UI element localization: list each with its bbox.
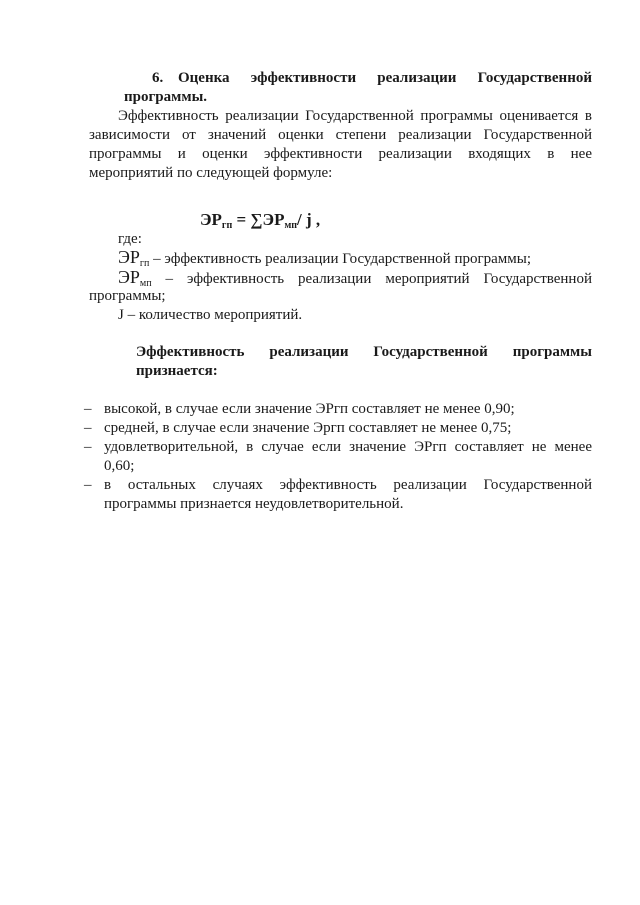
intro-line-3: программы и оценки эффективности реализации входящих в нее	[89, 146, 592, 162]
def1-text: – эффективность реализации Государственной программы;	[149, 251, 532, 267]
bullet-satisfactory-line-1: удовлетворительной, в случае если значение ЭРгп составляет не менее	[104, 439, 592, 455]
def3-symbol: J	[118, 307, 124, 323]
formula-lhs: ЭР	[200, 210, 222, 229]
bullet-dash: –	[84, 420, 92, 436]
section-heading	[124, 69, 592, 88]
formula-rhs: / j ,	[297, 210, 321, 229]
intro-line-4: мероприятий по следующей формуле:	[89, 165, 333, 181]
definition-er-gp	[118, 248, 592, 269]
bullet-dash: –	[84, 439, 92, 455]
def2-subscript: мп	[139, 278, 152, 289]
formula-mid-sub: мп	[284, 220, 298, 231]
def2-continuation: программы;	[89, 288, 166, 304]
def1-symbol: ЭР	[118, 247, 140, 267]
bullet-dash: –	[84, 401, 92, 417]
section-number: 6.	[152, 70, 164, 86]
bullet-other-line-2: программы признается неудовлетворительной.	[104, 496, 404, 512]
formula	[200, 210, 460, 229]
assessment-line-1: Эффективность реализации Государственной программы	[136, 344, 592, 360]
def1-subscript: гп	[139, 258, 150, 269]
def2-text: – эффективность реализации мероприятий Государственной	[151, 271, 592, 287]
assessment-line-2: признается:	[136, 363, 218, 379]
def2-symbol: ЭР	[118, 267, 140, 287]
bullet-other-line-1: в остальных случаях эффективность реализации Государственной	[104, 477, 592, 493]
where-label: где:	[118, 231, 142, 247]
intro-line-2: зависимости от значений оценки степени реализации Государственной	[89, 127, 592, 143]
bullet-dash: –	[84, 477, 92, 493]
bullet-high: высокой, в случае если значение ЭРгп составляет не менее 0,90;	[104, 401, 515, 417]
section-title-line1: Оценка эффективности реализации Государственной	[178, 70, 592, 86]
formula-lhs-sub: гп	[221, 220, 233, 231]
bullet-satisfactory-line-2: 0,60;	[104, 458, 135, 474]
intro-line-1: Эффективность реализации Государственной программы оценивается в	[118, 108, 592, 124]
bullet-medium: средней, в случае если значение Эргп составляет не менее 0,75;	[104, 420, 512, 436]
definition-j	[118, 306, 592, 325]
formula-middle: = ∑ЭР	[232, 210, 285, 229]
section-title-line2: программы.	[124, 89, 208, 105]
def3-text: – количество мероприятий.	[123, 307, 303, 323]
definition-er-mp	[118, 268, 592, 289]
